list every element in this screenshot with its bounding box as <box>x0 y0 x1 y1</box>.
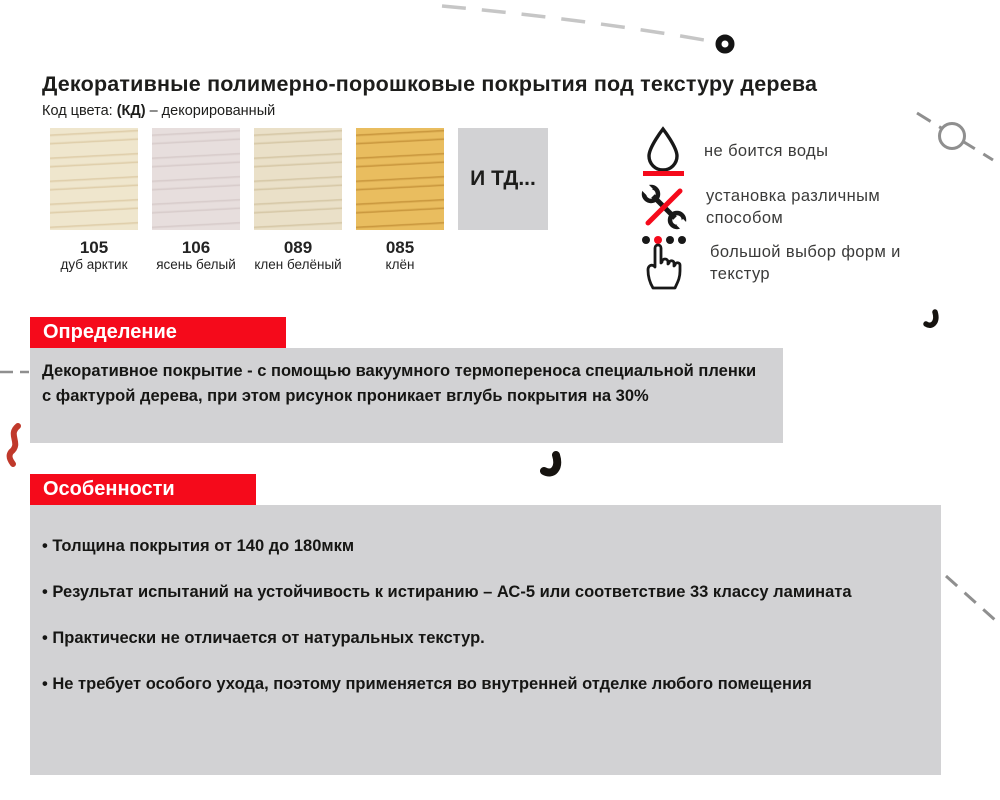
swatch-name: дуб арктик <box>60 257 128 272</box>
color-swatch-089 <box>254 128 342 273</box>
features-panel <box>30 505 941 775</box>
feature-bullet: • Толщина покрытия от 140 до 180мкм <box>42 531 919 562</box>
features-list <box>42 531 919 700</box>
feature-bullet: • Практически не отличается от натуральных текстур. <box>42 623 919 654</box>
red-squiggle-decoration <box>2 422 30 468</box>
definition-heading: Определение <box>30 317 286 348</box>
color-swatch-106 <box>152 128 240 273</box>
feature-label: большой выбор форм и текстур <box>710 243 901 283</box>
comma-decoration-small <box>922 306 944 334</box>
dash-decoration-left <box>0 364 30 380</box>
swatch-name: ясень белый <box>156 257 236 272</box>
hand-tap-icon <box>640 234 692 292</box>
ring-dot-icon <box>719 38 732 51</box>
color-code-line <box>42 103 275 119</box>
color-code-value: (КД) <box>116 102 146 119</box>
swatch-name: клен белёный <box>254 257 342 272</box>
swatch-code: 106 <box>181 238 211 257</box>
feature-label: установка различным способом <box>706 187 881 227</box>
wood-texture-sample <box>50 128 138 230</box>
wood-texture-sample <box>254 128 342 230</box>
wood-texture-sample <box>152 128 240 230</box>
swatch-code: 085 <box>385 238 415 257</box>
color-swatch-085 <box>356 128 444 273</box>
wood-texture-sample <box>356 128 444 230</box>
feature-bullet: • Результат испытаний на устойчивость к истиранию – АС-5 или соответствие 33 классу ламината <box>42 577 919 608</box>
definition-text: Декоративное покрытие - с помощью вакуумного термопереноса специальной пленки с фактурой дерева, при этом рисунок проникает вглубь покрытия на 30% <box>30 348 783 443</box>
swatch-name: клён <box>385 257 415 272</box>
page-title: Декоративные полимерно-порошковые покрытия под текстуру дерева <box>42 72 818 97</box>
feature-label: не боится воды <box>704 142 829 160</box>
swatch-row <box>50 128 548 273</box>
swatch-code: 089 <box>283 238 313 257</box>
etc-box: И ТД... <box>458 128 548 230</box>
dash-decoration-right <box>938 568 1000 626</box>
features-heading: Особенности <box>30 474 256 505</box>
feature-variety <box>640 234 950 292</box>
color-code-prefix: Код цвета: <box>42 102 113 119</box>
swatch-code: 105 <box>79 238 109 257</box>
feature-water-resistant <box>640 124 950 178</box>
dashed-curve-decoration <box>430 0 742 60</box>
water-drop-icon <box>640 124 686 178</box>
color-swatch-105 <box>50 128 138 273</box>
comma-decoration-large <box>540 449 568 481</box>
feature-installation <box>640 183 950 231</box>
tools-icon <box>640 183 688 231</box>
color-code-suffix: – декорированный <box>149 102 276 119</box>
feature-bullet: • Не требует особого ухода, поэтому применяется во внутренней отделке любого помещения <box>42 669 919 700</box>
